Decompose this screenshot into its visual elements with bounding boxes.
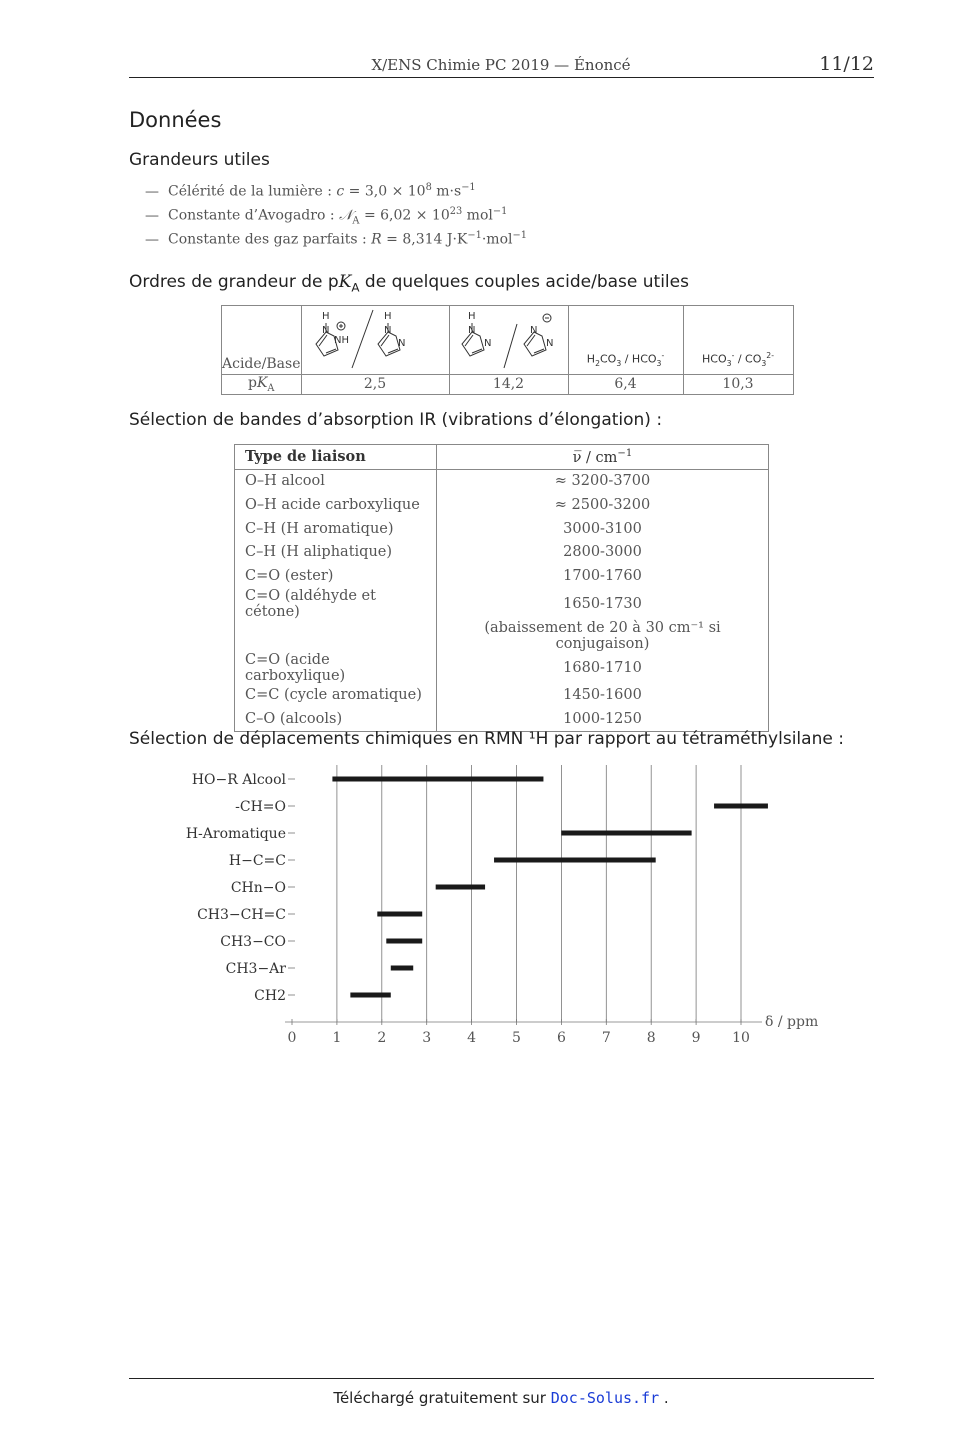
ir-header-type: Type de liaison [235, 445, 437, 470]
x-tick-label: 8 [646, 1030, 656, 1046]
ir-type: C=C (cycle aromatique) [235, 684, 437, 708]
atom-n: N [321, 325, 329, 336]
bicarbonate-couple: $HCO_3^- / CO_3^{2-}$ [683, 306, 793, 375]
pka-value: 14,2 [449, 375, 568, 395]
section-title: Données [129, 108, 222, 132]
pyrazolium-pyrazole-structures [302, 306, 449, 370]
table-row [235, 469, 769, 493]
ir-type: O–H acide carboxylique [235, 493, 437, 517]
x-tick-label: 2 [377, 1030, 387, 1046]
atom-nh: NH [333, 335, 349, 346]
rmn-row-label: -CH=O [235, 799, 286, 815]
x-axis-label: δ / ppm [765, 1014, 819, 1030]
atom-n: N [545, 338, 553, 349]
x-tick-label: 3 [422, 1030, 432, 1046]
ir-value: 2800-3000 [437, 540, 769, 564]
ir-type: C=O (ester) [235, 564, 437, 588]
footer-rule [129, 1378, 874, 1379]
grandeurs-title: Grandeurs utiles [129, 150, 270, 170]
atom-h: H [321, 311, 330, 322]
rmn-row-label: CH2 [254, 988, 286, 1004]
x-tick-label: 0 [287, 1030, 297, 1046]
page-number: 11/12 [819, 53, 874, 75]
ir-type: C=O (aldéhyde et cétone) [235, 588, 437, 620]
constant-gas: — Constante des gaz parfaits : R = 8,314 $J\cdot K^{-1}\cdot mol^{-1}$ [145, 230, 527, 248]
acid-base-label: Acide/Base [222, 306, 302, 375]
ir-value: 1000-1250 [437, 707, 769, 731]
pka-table [221, 305, 794, 395]
table-row [235, 517, 769, 541]
table-row [235, 493, 769, 517]
ir-value: 1680-1710 [437, 652, 769, 684]
footer-link[interactable]: Doc-Solus.fr [550, 1389, 660, 1407]
x-tick-label: 4 [467, 1030, 477, 1046]
ir-value: 1700-1760 [437, 564, 769, 588]
constant-avogadro: — Constante d’Avogadro : 𝒩$_A$ = $6,02 \times 10^{23}$ mol$^{-1}$ [145, 206, 508, 227]
atom-n: N [467, 325, 475, 336]
x-tick-label: 9 [691, 1030, 701, 1046]
ir-type: C–H (H aliphatique) [235, 540, 437, 564]
table-row [235, 620, 769, 652]
pka-value: 10,3 [683, 375, 793, 395]
x-tick-label: 6 [556, 1030, 566, 1046]
ir-value: (abaissement de 20 à 30 cm⁻¹ si conjugaison) [437, 620, 769, 652]
rmn-row-label: HO−R Alcool [191, 772, 286, 788]
ir-header-value: ν̅ / $cm^{-1}$ [437, 445, 769, 470]
pka-title: Ordres de grandeur de $pK_A$ de quelques couples acide/base utiles [129, 272, 689, 295]
rmn-row-label: H−C=C [228, 853, 286, 869]
x-tick-label: 10 [732, 1030, 750, 1046]
pyrazole-pyrazolide-structures [450, 306, 568, 370]
atom-n: N [383, 325, 391, 336]
rmn-row-label: CH3−CH=C [197, 907, 286, 923]
rmn-title: Sélection de déplacements chimiques en RMN ¹H par rapport au tétraméthylsilane : [129, 729, 844, 749]
header-title: X/ENS Chimie PC 2019 — Énoncé [371, 56, 631, 74]
carbonic-acid-couple: $H_2CO_3 / HCO_3^-$ [568, 306, 683, 375]
ir-type: C=O (acide carboxylique) [235, 652, 437, 684]
rmn-row-label: CH3−CO [220, 934, 286, 950]
ir-value: 1450-1600 [437, 684, 769, 708]
pka-label: $pK_A$ [222, 375, 302, 395]
ir-value: 3000-3100 [437, 517, 769, 541]
ir-value: 1650-1730 [437, 588, 769, 620]
rmn-row-label: CHn−O [230, 880, 286, 896]
atom-n: N [529, 325, 537, 336]
table-row [235, 564, 769, 588]
footer: Téléchargé gratuitement sur Doc-Solus.fr . [333, 1389, 669, 1407]
ir-type: O–H alcool [235, 469, 437, 493]
ir-title: Sélection de bandes d’absorption IR (vibrations d’élongation) : [129, 410, 663, 430]
x-tick-label: 7 [601, 1030, 611, 1046]
x-tick-label: 5 [512, 1030, 521, 1046]
atom-h: H [467, 311, 476, 322]
ir-value: ≈ 2500-3200 [437, 493, 769, 517]
table-row [235, 707, 769, 731]
rmn-row-label: CH3−Ar [225, 961, 286, 977]
table-row [235, 540, 769, 564]
pyrazole-pyrazolide-cell [449, 306, 568, 375]
ir-type: C–O (alcools) [235, 707, 437, 731]
header-rule [129, 77, 874, 78]
table-row [235, 684, 769, 708]
table-row [235, 652, 769, 684]
ir-type: C–H (H aromatique) [235, 517, 437, 541]
atom-n: N [397, 338, 405, 349]
table-row [235, 588, 769, 620]
pyrazolium-pyrazole-cell [301, 306, 449, 375]
ir-type [235, 620, 437, 652]
ir-table [234, 444, 769, 732]
x-tick-label: 1 [332, 1030, 342, 1046]
pka-value: 2,5 [301, 375, 449, 395]
pka-value: 6,4 [568, 375, 683, 395]
atom-h: H [383, 311, 392, 322]
rmn-row-label: H-Aromatique [185, 826, 286, 842]
ir-value: ≈ 3200-3700 [437, 469, 769, 493]
atom-n: N [483, 338, 491, 349]
constant-speed-of-light: — Célérité de la lumière : $c = 3,0 \times 10^8$ $m\cdot s^{-1}$ [145, 182, 476, 200]
